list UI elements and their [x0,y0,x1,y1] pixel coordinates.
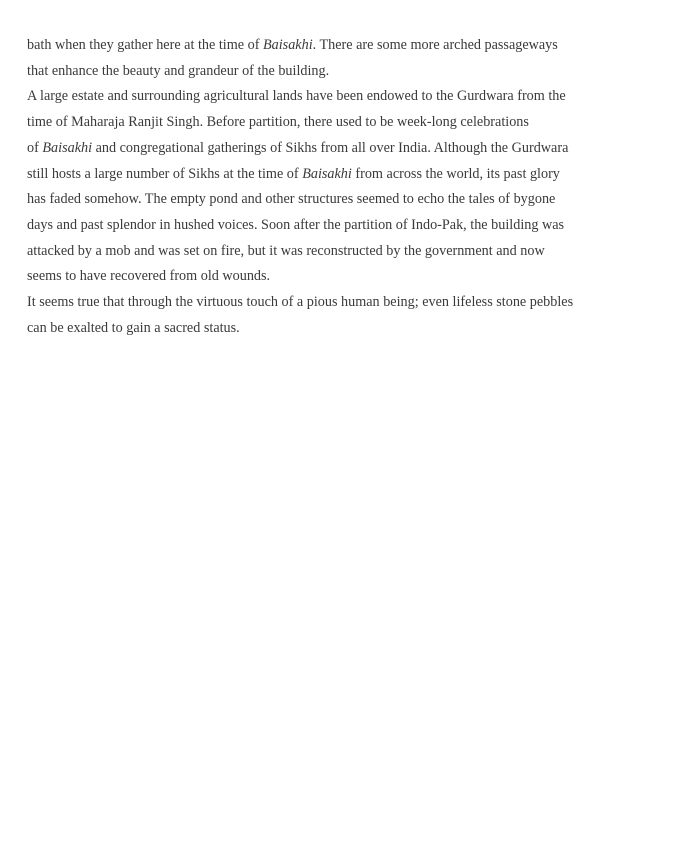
italic-term: Baisakhi [302,165,352,182]
text-segment: seems to have recovered from old wounds. [27,268,271,285]
text-line-1 [27,33,667,59]
text-segment: of [27,139,43,156]
text-segment: . There are some more arched passageways [312,37,558,53]
italic-term: Baisakhi [42,139,93,156]
text-line-7 [27,187,667,213]
text-line-2 [27,59,667,85]
text-segment: has faded somehow. The empty pond and other structures seemed to echo the tales of bygone [27,191,556,208]
text-line-5 [27,136,667,162]
text-line-10 [27,264,667,290]
text-segment: and congregational gatherings of Sikhs from all over India. Although the Gurdwara [92,139,569,156]
text-line-8 [27,213,667,239]
text-line-6 [27,162,667,188]
text-segment: from across the world, its past glory [351,165,560,182]
text-segment: A large estate and surrounding agricultural lands have been endowed to the Gurdwara from the [27,88,566,105]
italic-term: Baisakhi [262,37,313,53]
text-segment: can be exalted to gain a sacred status. [27,319,240,336]
text-line-9 [27,239,667,265]
text-line-12 [27,316,667,342]
text-segment: bath when they gather here at the time of [27,37,263,53]
text-line-3 [27,84,667,110]
text-segment: attacked by a mob and was set on fire, but it was reconstructed by the government and now [27,242,545,259]
text-segment: time of Maharaja Ranjit Singh. Before partition, there used to be week-long celebrations [27,114,529,131]
text-segment: It seems true that through the virtuous touch of a pious human being; even lifeless stone pebbles [27,294,574,311]
text-segment: still hosts a large number of Sikhs at the time of [27,165,303,182]
text-segment: days and past splendor in hushed voices. Soon after the partition of Indo-Pak, the building was [27,216,565,233]
document-body [27,33,667,341]
text-line-4 [27,110,667,136]
text-line-11 [27,290,667,316]
text-segment: that enhance the beauty and grandeur of the building. [27,62,330,79]
